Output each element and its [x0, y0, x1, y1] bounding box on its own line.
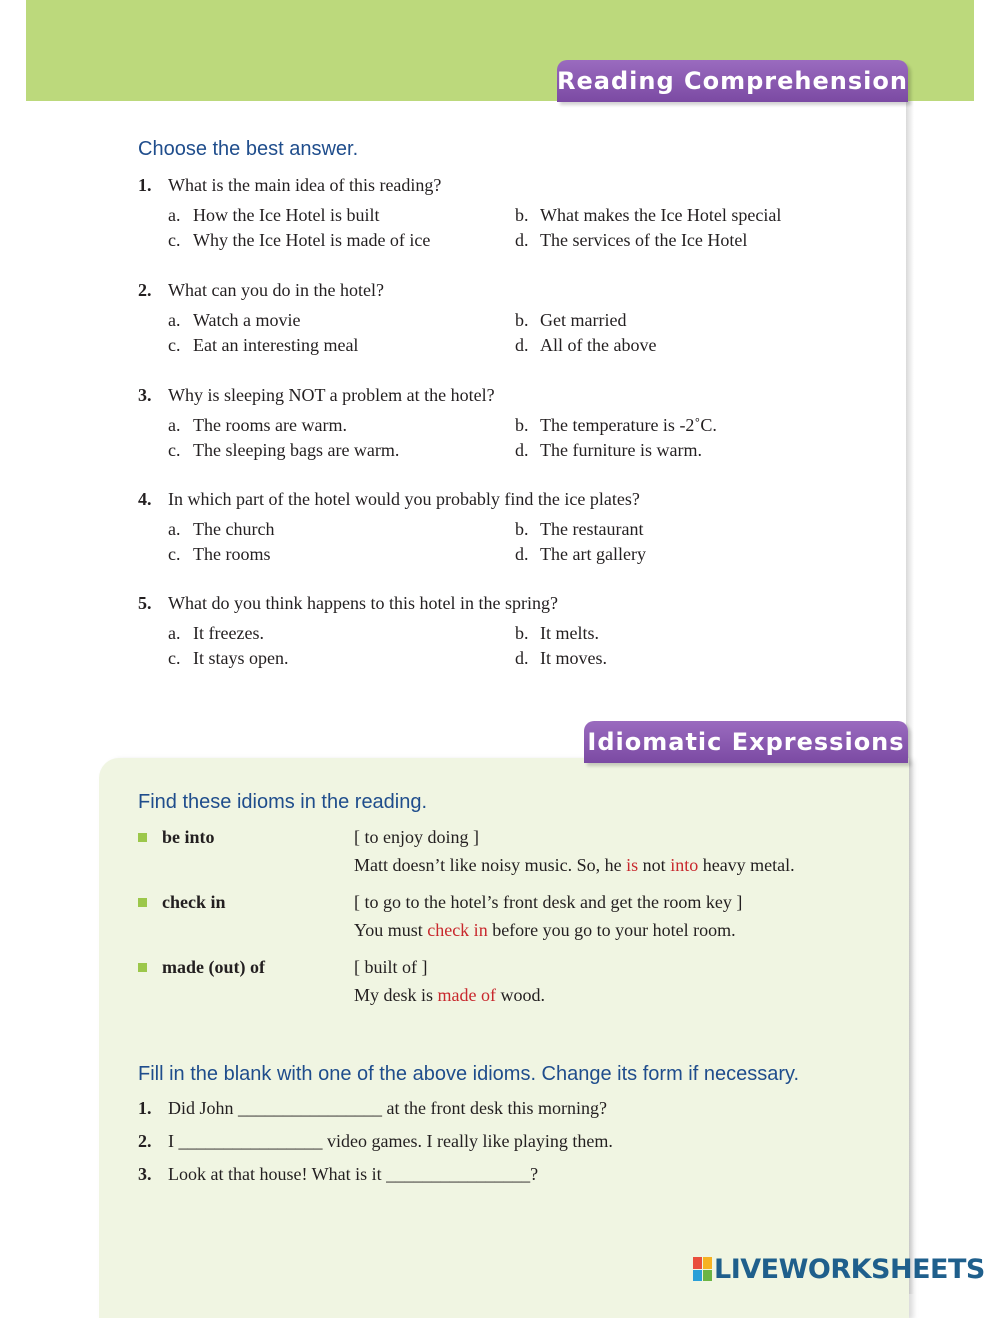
- option-text: How the Ice Hotel is built: [193, 205, 380, 225]
- idiomatic-expressions-tab: Idiomatic Expressions: [584, 721, 908, 763]
- option-text: The sleeping bags are warm.: [193, 440, 400, 460]
- option-text: The church: [193, 519, 275, 539]
- question-number: 5.: [138, 593, 152, 613]
- question-number: 2.: [138, 280, 152, 300]
- answer-option[interactable]: [168, 230, 430, 251]
- option-letter: d.: [515, 335, 529, 355]
- answer-option[interactable]: [168, 519, 274, 540]
- option-text: The services of the Ice Hotel: [540, 230, 748, 250]
- fill-item: 2. I ________________ video games. I really like playing them.: [138, 1131, 613, 1151]
- option-text: It moves.: [540, 648, 607, 668]
- option-letter: c.: [168, 440, 181, 460]
- question-text: What do you think happens to this hotel in the spring?: [168, 593, 558, 613]
- option-text: The rooms: [193, 544, 271, 564]
- question: [138, 280, 384, 301]
- option-text: It melts.: [540, 623, 599, 643]
- option-letter: d.: [515, 544, 529, 564]
- option-letter: c.: [168, 544, 181, 564]
- question-text: Why is sleeping NOT a problem at the hotel?: [168, 385, 495, 405]
- question-text: What is the main idea of this reading?: [168, 175, 442, 195]
- answer-option[interactable]: [168, 310, 301, 331]
- fill-instruction: Fill in the blank with one of the above idioms. Change its form if necessary.: [138, 1063, 800, 1085]
- answer-blank[interactable]: ________________: [238, 1098, 383, 1118]
- option-text: Why the Ice Hotel is made of ice: [193, 230, 431, 250]
- option-letter: b.: [515, 623, 529, 643]
- answer-option[interactable]: [515, 335, 656, 356]
- logo-mark-icon: [693, 1257, 711, 1281]
- answer-option[interactable]: [515, 544, 646, 565]
- idiom-example: Matt doesn’t like noisy music. So, he is not into heavy metal.: [354, 855, 795, 875]
- option-letter: c.: [168, 335, 181, 355]
- answer-option[interactable]: [168, 415, 347, 436]
- answer-option[interactable]: [515, 648, 607, 669]
- idiom-term: be into: [162, 827, 215, 847]
- answer-option[interactable]: [168, 440, 399, 461]
- question-text: What can you do in the hotel?: [168, 280, 384, 300]
- option-letter: d.: [515, 648, 529, 668]
- option-letter: a.: [168, 519, 181, 539]
- option-text: The restaurant: [540, 519, 644, 539]
- idiom-definition: [ to enjoy doing ]: [354, 827, 479, 847]
- question-number: 4.: [138, 489, 152, 509]
- option-text: The rooms are warm.: [193, 415, 347, 435]
- fill-item: 1. Did John ________________ at the front desk this morning?: [138, 1098, 607, 1118]
- option-letter: d.: [515, 440, 529, 460]
- option-text: Watch a movie: [193, 310, 301, 330]
- option-letter: a.: [168, 205, 181, 225]
- idiom-example: You must check in before you go to your hotel room.: [354, 920, 736, 940]
- idiom-definition: [ to go to the hotel’s front desk and get the room key ]: [354, 892, 743, 912]
- fill-item: 3. Look at that house! What is it ________________?: [138, 1164, 539, 1184]
- idioms-instruction: Find these idioms in the reading.: [138, 791, 428, 813]
- answer-option[interactable]: [515, 310, 626, 331]
- option-letter: a.: [168, 310, 181, 330]
- option-text: What makes the Ice Hotel special: [540, 205, 782, 225]
- idiom-highlight: is: [626, 855, 639, 875]
- idiom-term: check in: [162, 892, 226, 912]
- idiom-highlight: into: [670, 855, 699, 875]
- answer-option[interactable]: [168, 648, 288, 669]
- bullet-icon: [138, 833, 147, 842]
- question: [138, 385, 495, 406]
- idiom-definition: [ built of ]: [354, 957, 428, 977]
- answer-option[interactable]: [168, 335, 358, 356]
- option-letter: b.: [515, 519, 529, 539]
- question-number: 3.: [138, 385, 152, 405]
- reading-comprehension-tab: Reading Comprehension: [557, 60, 908, 102]
- option-letter: b.: [515, 205, 529, 225]
- idiom-example: My desk is made of wood.: [354, 985, 545, 1005]
- option-letter: b.: [515, 415, 529, 435]
- question-text: In which part of the hotel would you probably find the ice plates?: [168, 489, 640, 509]
- answer-option[interactable]: [168, 205, 379, 226]
- option-text: Eat an interesting meal: [193, 335, 359, 355]
- answer-blank[interactable]: ________________: [178, 1131, 323, 1151]
- idiom-highlight: made of: [437, 985, 496, 1005]
- question: [138, 593, 558, 614]
- bullet-icon: [138, 898, 147, 907]
- option-letter: c.: [168, 230, 181, 250]
- option-letter: c.: [168, 648, 181, 668]
- answer-option[interactable]: [168, 623, 264, 644]
- option-text: The furniture is warm.: [540, 440, 702, 460]
- answer-option[interactable]: [168, 544, 270, 565]
- reading-instruction: Choose the best answer.: [138, 138, 359, 160]
- answer-blank[interactable]: ________________: [386, 1164, 531, 1184]
- question: [138, 175, 441, 196]
- answer-option[interactable]: [515, 623, 599, 644]
- option-text: It stays open.: [193, 648, 289, 668]
- option-text: Get married: [540, 310, 627, 330]
- answer-option[interactable]: [515, 519, 643, 540]
- liveworksheets-logo: [693, 1254, 985, 1284]
- option-letter: a.: [168, 415, 181, 435]
- question-number: 1.: [138, 175, 152, 195]
- option-text: The temperature is -2˚C.: [540, 415, 717, 435]
- idiom-term: made (out) of: [162, 957, 265, 977]
- answer-option[interactable]: [515, 205, 781, 226]
- logo-text: LIVEWORKSHEETS: [714, 1253, 985, 1285]
- option-letter: b.: [515, 310, 529, 330]
- bullet-icon: [138, 963, 147, 972]
- idiom-highlight: check in: [427, 920, 488, 940]
- idioms-panel: [99, 758, 909, 1318]
- option-letter: d.: [515, 230, 529, 250]
- option-text: It freezes.: [193, 623, 264, 643]
- question: [138, 489, 640, 510]
- answer-option[interactable]: [515, 440, 702, 461]
- answer-option[interactable]: [515, 230, 747, 251]
- option-text: All of the above: [540, 335, 657, 355]
- option-letter: a.: [168, 623, 181, 643]
- option-text: The art gallery: [540, 544, 646, 564]
- answer-option[interactable]: [515, 415, 717, 436]
